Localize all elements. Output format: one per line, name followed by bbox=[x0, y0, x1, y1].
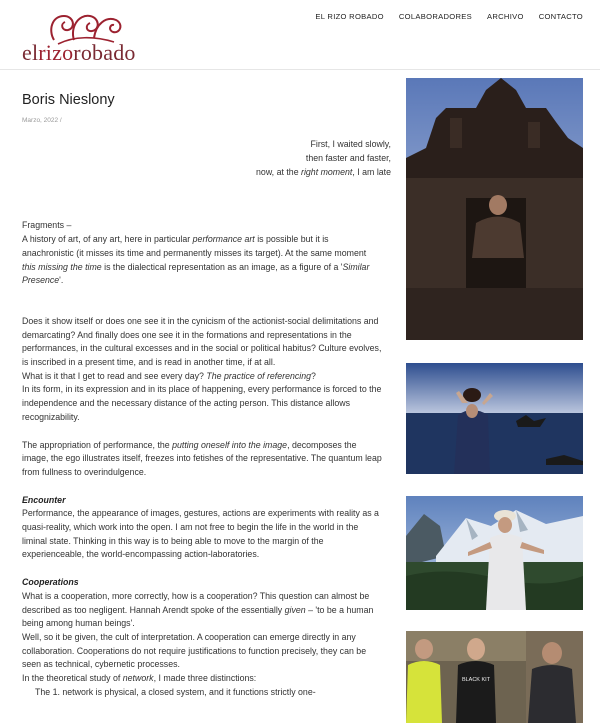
heading-cooperations: Cooperations bbox=[22, 577, 79, 588]
p1-text-b: is possible but it is anachronistic (it misses its time and permanently misses its target). At the same moment bbox=[22, 234, 367, 258]
p2-b-text-a: What is it that I get to read and see every day? bbox=[22, 370, 207, 381]
logo-text-robado: robado bbox=[73, 40, 136, 65]
p3-text-b: , decomposes the image, the ego illustrates itself, freezes into fetishes of the representative. The quantum leap from fullness to overindulgence. bbox=[22, 439, 382, 477]
paragraph-network bbox=[22, 672, 382, 686]
photo-mountains[interactable] bbox=[406, 496, 583, 610]
nav-item-contacto[interactable]: CONTACTO bbox=[538, 12, 583, 21]
photo-group[interactable] bbox=[406, 631, 583, 723]
p1-text-c: is the dialectical representation as an image, as a figure of a ' bbox=[101, 261, 343, 272]
paragraph-cooperation-given: Well, so it be given, the cult of interpretation. A cooperation can emerge directly in any collaboration. Cooperations do not require justifications to function precisely, they can be seen as technical, cybernetic processes. bbox=[22, 631, 367, 670]
p1-em-b: this missing the time bbox=[22, 261, 102, 272]
coop-t3-em: network bbox=[122, 673, 154, 684]
coop-t1-em: given bbox=[284, 604, 306, 615]
paragraph-referencing bbox=[22, 370, 382, 384]
poem-line-3-b: , I am late bbox=[352, 166, 391, 177]
coop-t1-b: – 'to be a human being among human beings'. bbox=[22, 604, 374, 629]
photo-sea[interactable] bbox=[406, 363, 583, 474]
p1-text-d: '. bbox=[59, 275, 64, 286]
coop-t1-a: What is a cooperation, more correctly, how is a cooperation? This question can almost be described as too negligent. Hannah Arendt spoke of the essentially bbox=[22, 590, 370, 615]
coop-t3-b: , I made three distinctions: bbox=[153, 673, 257, 684]
photo-stupa[interactable] bbox=[406, 78, 583, 340]
p3-text-a: The appropriation of performance, the bbox=[22, 439, 173, 450]
paragraph-network-1: The 1. network is physical, a closed system, and it functions strictly one- bbox=[35, 686, 316, 697]
shirt-text: BLACK KIT bbox=[461, 677, 491, 683]
paragraph-cooperation-question bbox=[22, 590, 382, 631]
photo-group-image bbox=[406, 631, 583, 723]
paragraph-fragments bbox=[22, 233, 382, 288]
nav-item-el-rizo-robado[interactable]: EL RIZO ROBADO bbox=[315, 12, 384, 21]
poem-line-2: then faster and faster, bbox=[305, 152, 391, 163]
paragraph-cynicism: Does it show itself or does one see it in the cynicism of the actionist-social delimitations and demarcating? And finally does one see it in the formations and representations in the performances, in the cultural excesses and in the social or political habitus? Culture evolves, is inscribed in a present time, and is read in another time, if at all. bbox=[22, 315, 382, 368]
nav-item-archivo[interactable]: ARCHIVO bbox=[486, 12, 524, 21]
p2-b-em: The practice of referencing bbox=[206, 370, 311, 381]
site-logo[interactable] bbox=[22, 10, 162, 68]
opening-poem bbox=[22, 138, 391, 179]
p3-em: putting oneself into the image bbox=[172, 439, 288, 450]
page-title: Boris Nieslony bbox=[22, 92, 115, 108]
poem-line-1: First, I waited slowly, bbox=[310, 139, 391, 149]
article bbox=[22, 92, 391, 699]
paragraph-encounter: Performance, the appearance of images, gestures, actions are experiments with reality as a quasi-reality, which work into the open. I am not free to begin the life in the world in the liminal state. Thinking in this way is to being able to move to the margin of the experienceable, the world-encompassing action-laboratories. bbox=[22, 508, 379, 560]
nav-item-colaboradores[interactable]: COLABORADORES bbox=[398, 12, 472, 21]
logo-text-el: el bbox=[22, 40, 39, 65]
paragraph-fragments-heading: Fragments – bbox=[22, 220, 72, 231]
p1-text-a: A history of art, of any art, here in particular bbox=[22, 234, 193, 245]
p1-em-a: performance art bbox=[192, 234, 255, 245]
main-nav bbox=[315, 12, 583, 21]
p2-b-text-b: ? bbox=[311, 370, 316, 381]
poem-line-3 bbox=[22, 166, 391, 180]
coop-t3-a: In the theoretical study of bbox=[22, 673, 123, 684]
poem-line-3-em: right moment bbox=[301, 166, 353, 177]
article-body bbox=[22, 219, 382, 699]
paragraph-appropriation bbox=[22, 439, 382, 480]
photo-sea-image bbox=[406, 363, 583, 474]
site-header bbox=[0, 0, 600, 70]
poem-line-3-a: now, at the bbox=[256, 166, 302, 177]
heading-encounter: Encounter bbox=[22, 494, 66, 505]
p1-em-c: Similar Presence bbox=[22, 261, 370, 286]
photo-mountains-image bbox=[406, 496, 583, 610]
logo-text-rizo: rizo bbox=[38, 40, 74, 65]
photo-stupa-image bbox=[406, 78, 583, 340]
logo-wordmark bbox=[22, 40, 136, 66]
post-meta: Marzo, 2022 / bbox=[22, 117, 62, 124]
paragraph-distance: In its form, in its expression and in its place of happening, every performance is forced to the independence and the necessary distance of the acting person. This distance allows recognizability. bbox=[22, 384, 382, 422]
